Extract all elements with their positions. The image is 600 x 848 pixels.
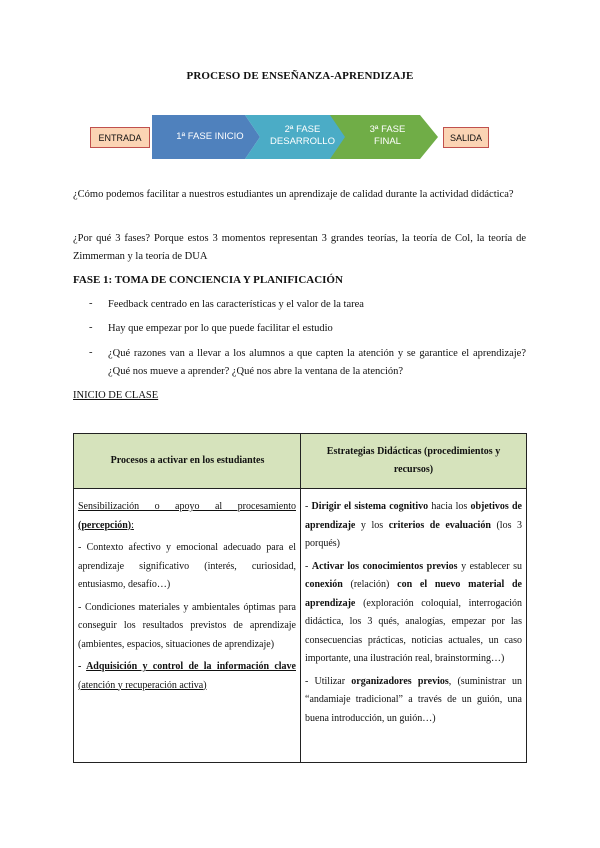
phase1-label: 1ª FASE INICIO [176, 131, 244, 142]
bullet-mark: - [89, 322, 93, 333]
s3-t1: - Utilizar [305, 675, 352, 687]
s3-t2: , (suministrar un “andamiaje tradicional” a través de un guión, una buena introducción, un guión…) [305, 675, 523, 724]
phase3-label-line1: 3ª FASE [369, 124, 406, 135]
flow-end-box: SALIDA [443, 127, 489, 148]
intro-question-1: ¿Cómo podemos facilitar a nuestros estudiantes un aprendizaje de calidad durante la actividad didáctica? [73, 189, 514, 200]
s1-t3: (los 3 porqués) [305, 519, 523, 549]
s1-b2: objetivos de aprendizaje [305, 501, 522, 531]
strategy-prior-knowledge [305, 558, 522, 669]
strategy-cognitive-system [305, 498, 522, 554]
s3-b1: organizadores previos [351, 675, 449, 687]
process-material-conditions: - Condiciones materiales y ambientales óptimas para conseguir los resultados previstos de aprendizaje (ambientes, espacios, situaciones de aprendizaje) [78, 601, 296, 650]
s2-t3: (exploración coloquial, interrogación didáctica, los 3 qués, analogías, empezar por las consecuencias prácticas, noticias actuales, un caso importante, una ilustración real, brainstorming…) [305, 597, 522, 664]
process-affective-context: - Contexto afectivo y emocional adecuado para el aprendizaje significativo (interés, curiosidad, entusiasmo, desafío…) [78, 542, 296, 590]
strategies-table [73, 433, 527, 763]
process-perception [78, 498, 296, 535]
page-title: PROCESO DE ENSEÑANZA-APRENDIZAJE [186, 70, 414, 82]
s2-b1: Activar los conocimientos previos [311, 560, 458, 572]
fase1-heading: FASE 1: TOMA DE CONCIENCIA Y PLANIFICACIÓN [73, 274, 343, 286]
phase2-label-line2: DESARROLLO [270, 136, 335, 147]
fase1-bullet-3: ¿Qué razones van a llevar a los alumnos a que capten la atención y se garantice el aprendizaje? ¿Qué nos mueve a aprender? ¿Qué nos abre la ventana de la atención? [108, 348, 526, 377]
bullet-mark: - [89, 298, 93, 309]
process-acquisition [78, 658, 296, 695]
perception-colon: : [131, 519, 134, 531]
table-header-strategies: Estrategias Didácticas (procedimientos y recursos) [301, 434, 526, 489]
s2-t2: (relación) [342, 579, 398, 590]
s2-b2: conexión [305, 579, 343, 590]
intro-question-2: ¿Por qué 3 fases? Porque estos 3 momentos representan 3 grandes teorías, la teoría de Col, la teoría de Zimmerman y la teoría de DUA [73, 233, 526, 262]
table-cell-strategies [305, 498, 522, 732]
phase3-label-line2: FINAL [374, 136, 401, 147]
fase1-bullet-2: Hay que empezar por lo que puede facilitar el estudio [108, 323, 333, 334]
s1-t2: y los [355, 519, 389, 531]
fase1-bullet-1: Feedback centrado en las características y el valor de la tarea [108, 299, 364, 310]
strategy-organizers [305, 673, 522, 729]
s2-t1: y establecer su [457, 560, 522, 572]
s1-b1: Dirigir el sistema cognitivo [311, 501, 429, 512]
s1-t1: hacia los [428, 501, 471, 512]
acquisition-term: Adquisición y control de la información clave [86, 661, 296, 672]
s2-b3: con el nuevo material de aprendizaje [305, 579, 522, 609]
table-header-processes: Procesos a activar en los estudiantes [74, 434, 301, 489]
acquisition-rest: (atención y recuperación activa) [78, 679, 207, 691]
perception-term: (percepción) [78, 519, 132, 531]
bullet-mark: - [89, 347, 93, 358]
s1-b3: criterios de evaluación [388, 519, 491, 531]
flow-start-box: ENTRADA [90, 127, 150, 148]
inicio-de-clase-heading: INICIO DE CLASE [73, 390, 159, 401]
s1-dash: - [305, 501, 312, 512]
perception-label: Sensibilización o apoyo al procesamiento [78, 501, 296, 512]
acquisition-dash: - [78, 661, 87, 672]
s2-dash: - [305, 560, 312, 572]
process-flow-diagram [0, 113, 600, 161]
phase2-label-line1: 2ª FASE [284, 124, 321, 135]
phase2-label [255, 124, 350, 148]
table-cell-processes [78, 498, 296, 699]
phase3-label [345, 124, 430, 148]
table-divider [300, 434, 301, 762]
